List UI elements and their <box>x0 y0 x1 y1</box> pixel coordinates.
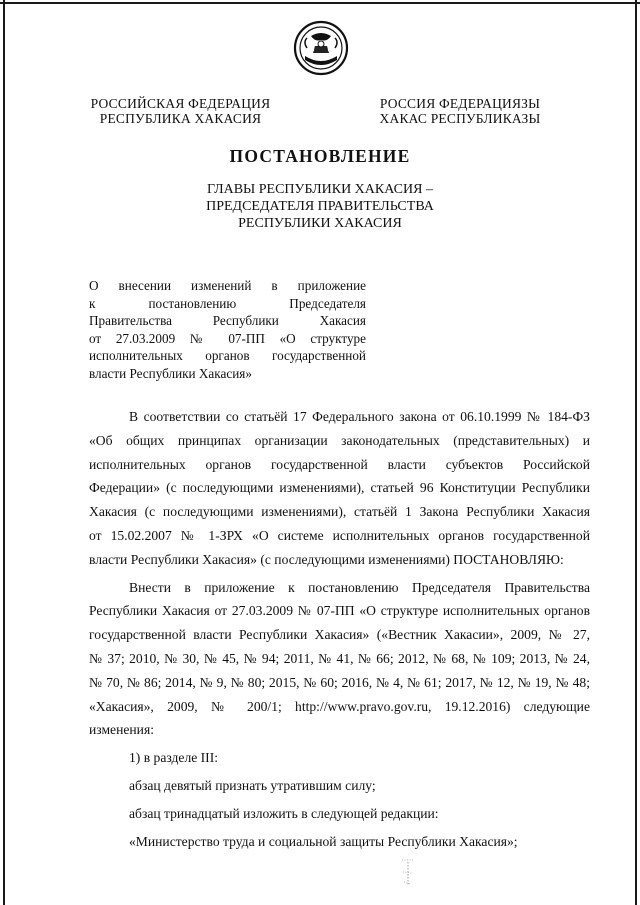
subject-line: исполнительных органов государственной <box>89 348 366 364</box>
scan-border-left <box>3 0 5 905</box>
amendment-line: Внести в приложение к постановлению Председателя Правительства <box>129 579 590 595</box>
subtitle-line2: ПРЕДСЕДАТЕЛЯ ПРАВИТЕЛЬСТВА <box>206 199 434 214</box>
section-item: 1) в разделе III: <box>129 750 219 766</box>
header-left-line2: РЕСПУБЛИКА ХАКАСИЯ <box>99 111 262 126</box>
header-right-line1: РОССИЯ ФЕДЕРАЦИЯЗЫ <box>379 96 541 111</box>
preamble-line: «Об общих принципах организации законодательных (представительных) и <box>89 432 590 448</box>
amendment-paragraph <box>89 576 590 743</box>
subject-line: к постановлению Председателя <box>89 295 366 311</box>
subtitle-line1: ГЛАВЫ РЕСПУБЛИКИ ХАКАСИЯ – <box>207 182 433 197</box>
scan-border-top <box>0 2 640 4</box>
preamble-line: В соответствии со статьёй 17 Федерального закона от 06.10.1999 № 184-ФЗ <box>129 409 590 424</box>
subject-line: от 27.03.2009 № 07-ПП «О структуре <box>89 330 366 346</box>
preamble-line: власти Республики Хакасия» (с последующими изменениями) ПОСТАНОВЛЯЮ: <box>89 551 564 567</box>
preamble-line: Хакасия (с последующими изменениями), статьёй 1 Закона Республики Хакасия <box>89 504 590 520</box>
subject-line: Правительства Республики Хакасия <box>89 313 366 329</box>
document-title: ПОСТАНОВЛЕНИЕ <box>229 146 411 166</box>
header-left-line1: РОССИЙСКАЯ ФЕДЕРАЦИЯ <box>90 96 271 111</box>
list-item: «Министерство труда и социальной защиты Республики Хакасия»; <box>129 833 518 849</box>
header-right-line2: ХАКАС РЕСПУБЛИКАЗЫ <box>379 111 541 126</box>
header-russian <box>88 96 273 126</box>
list-item: абзац девятый признать утратившим силу; <box>129 777 376 793</box>
preamble-line: от 15.02.2007 № 1-ЗРХ «О системе исполнительных органов государственной <box>89 527 590 543</box>
preamble-line: исполнительных органов государственной власти субъектов Российской <box>89 456 590 472</box>
subject-line: О внесении изменений в приложение <box>89 278 366 293</box>
header-khakas <box>370 96 550 126</box>
document-subtitle <box>0 181 640 232</box>
subject-line: власти Республики Хакасия» <box>89 365 252 381</box>
amendment-line: Республики Хакасия от 27.03.2009 № 07-ПП «О структуре исполнительных органов <box>89 603 590 619</box>
preamble-line: Федерации» (с последующими изменениями), статьей 96 Конституции Республики <box>89 480 590 496</box>
document-subject <box>89 277 366 383</box>
scan-mark <box>398 858 418 888</box>
subtitle-line3: РЕСПУБЛИКИ ХАКАСИЯ <box>238 216 402 231</box>
amendment-line: № 70, № 86; 2014, № 9, № 80; 2015, № 60; 2016, № 4, № 61; 2017, № 12, № 19, № 48; <box>89 674 590 690</box>
list-item: абзац тринадцатый изложить в следующей редакции: <box>129 805 439 821</box>
coat-of-arms-emblem <box>293 20 349 76</box>
preamble-paragraph <box>89 405 590 572</box>
amendment-line: изменения: <box>89 722 154 738</box>
amendment-line: государственной власти Республики Хакасия» («Вестник Хакасии», 2009, № 27, <box>89 627 590 643</box>
amendment-line: № 37; 2010, № 30, № 45, № 94; 2011, № 41, № 66; 2012, № 68, № 109; 2013, № 24, <box>89 650 590 666</box>
document-body <box>89 405 590 853</box>
scan-border-right <box>635 0 637 905</box>
amendment-line: «Хакасия», 2009, № 200/1; http://www.pravo.gov.ru, 19.12.2016) следующие <box>89 698 590 714</box>
